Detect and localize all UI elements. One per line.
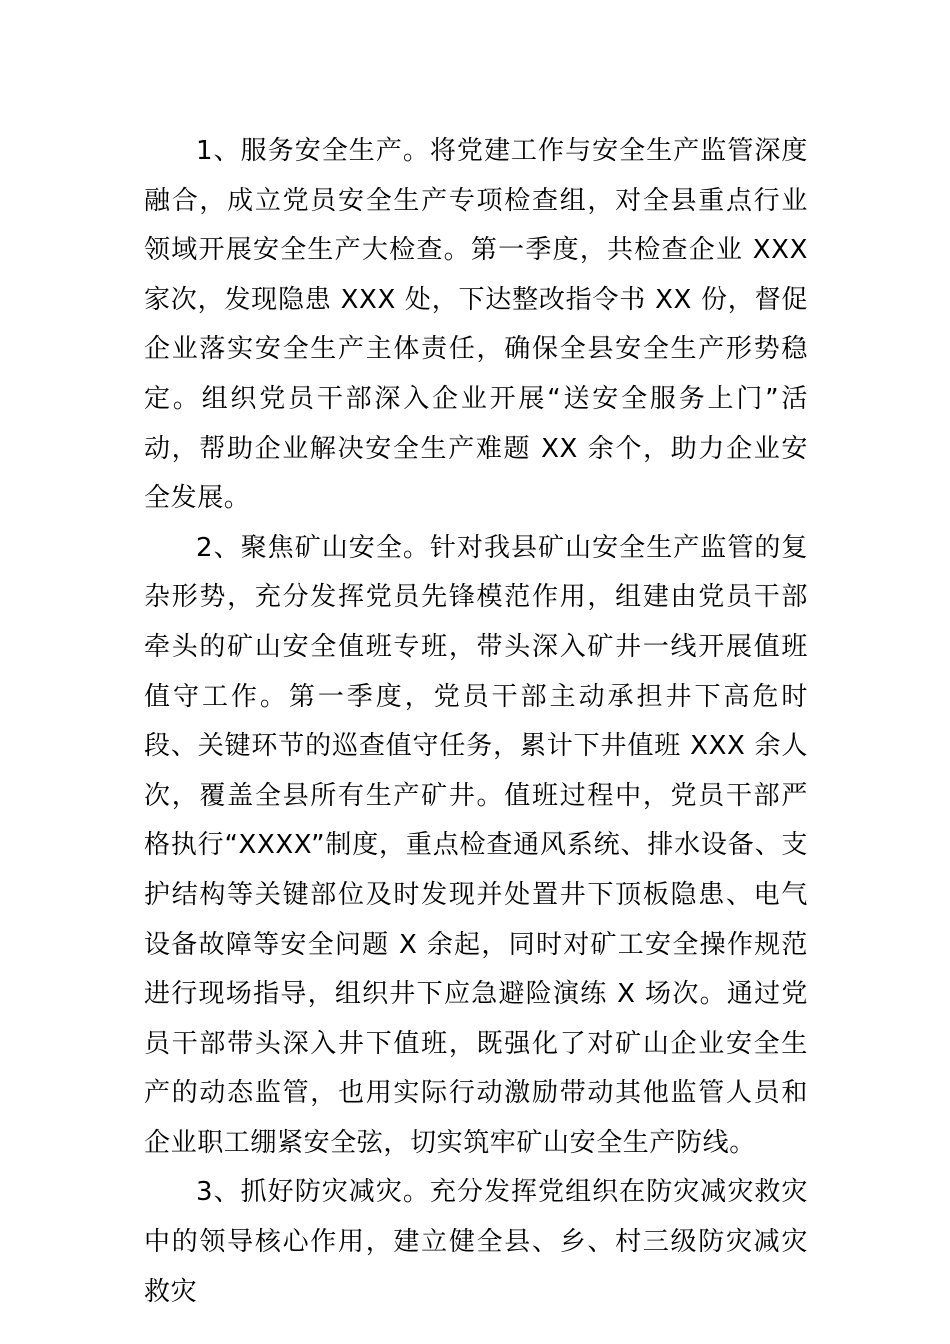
document-body — [144, 127, 808, 1317]
paragraph-production-safety: 1、服务安全生产。将党建工作与安全生产监管深度融合，成立党员安全生产专项检查组，对全县重点行业领域开展安全生产大检查。第一季度，共检查企业 XXX 家次，发现隐患 XXX 处，下达整改指令书 XX 份，督促企业落实安全生产主体责任，确保全县安全生产形势稳定。组织党员干部深入企业开展“送安全服务上门”活动，帮助企业解决安全生产难题 XX 余个，助力企业安全发展。 — [144, 136, 808, 514]
paragraph-disaster-prevention: 3、抓好防灾减灾。充分发挥党组织在防灾减灾救灾中的领导核心作用，建立健全县、乡、村三级防灾减灾救灾 — [144, 1177, 808, 1307]
paragraph-mine-safety: 2、聚焦矿山安全。针对我县矿山安全生产监管的复杂形势，充分发挥党员先锋模范作用，组建由党员干部牵头的矿山安全值班专班，带头深入矿井一线开展值班值守工作。第一季度，党员干部主动承担井下高危时段、关键环节的巡查值守任务，累计下井值班 XXX 余人次，覆盖全县所有生产矿井。值班过程中，党员干部严格执行“XXXX”制度，重点检查通风系统、排水设备、支护结构等关键部位及时发现并处置井下顶板隐患、电气设备故障等安全问题 X 余起，同时对矿工安全操作规范进行现场指导，组织井下应急避险演练 X 场次。通过党员干部带头深入井下值班，既强化了对矿山企业安全生产的动态监管，也用实际行动激励带动其他监管人员和企业职工绷紧安全弦，切实筑牢矿山安全生产防线。 — [144, 532, 808, 1158]
